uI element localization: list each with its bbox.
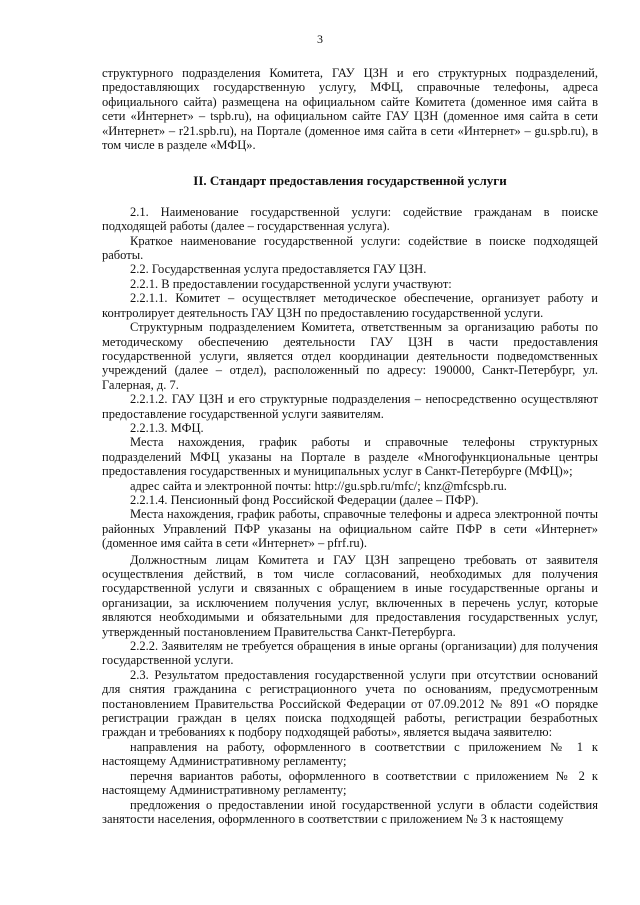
paragraph-2-2-1-1: 2.2.1.1. Комитет – осуществляет методическое обеспечение, организует работу и контролирует деятельность ГАУ ЦЗН по предоставлению государственной услуги. [102,291,598,320]
paragraph-2-3: 2.3. Результатом предоставления государственной услуги при отсутствии оснований для снятия гражданина с регистрационного учета по основаниям, предусмотренным постановлением Правительства Российской Федерации от 07.09.2012 № 891 «О порядке регистрации граждан в целях поиска подходящей работы, регистрации безработных граждан и требованиях к подбору подходящей работы», является выдача заявителю: [102,667,598,740]
paragraph-2-2-1-2: 2.2.1.2. ГАУ ЦЗН и его структурные подразделения – непосредственно осуществляют предоставление государственной услуги заявителям. [102,392,598,421]
paragraph-structural-unit: Структурным подразделением Комитета, ответственным за организацию работы по методическому обеспечению деятельности ГАУ ЦЗН в части предоставления государственной услуги, является отдел координации деятельности подведомственных учреждений (далее – отдел), расположенный по адресу: 190000, Санкт-Петербург, ул. Галерная, д. 7. [102,320,598,392]
intro-paragraph: структурного подразделения Комитета, ГАУ ЦЗН и его структурных подразделений, предоставляющих государственную услугу, МФЦ, справочные телефоны, адреса официального сайта) размещена на официальном сайте Комитета (доменное имя сайта в сети «Интернет» – tspb.ru), на официальном сайте ГАУ ЦЗН (доменное имя сайта в сети «Интернет» – r21.spb.ru), на Портале (доменное имя сайта в сети «Интернет» – gu.spb.ru), в том числе в разделе «МФЦ». [102,66,598,153]
paragraph-result-offer: предложения о предоставлении иной государственной услуги в области содействия занятости населения, оформленного в соответствии с приложением № 3 к настоящему [102,797,598,826]
paragraph-2-2-1-4: 2.2.1.4. Пенсионный фонд Российской Федерации (далее – ПФР). [130,492,479,507]
paragraph-2-2-1-3: 2.2.1.3. МФЦ. [130,420,204,435]
paragraph-officials-prohibition: Должностным лицам Комитета и ГАУ ЦЗН запрещено требовать от заявителя осуществления действий, в том числе согласований, необходимых для получения государственной услуги и связанных с обращением в иные государственные органы и организации, за исключением получения услуг, включенных в перечень услуг, которые являются необходимыми и обязательными для предоставления государственных услуг, утвержденный постановлением Правительства Санкт-Петербурга. [102,552,598,639]
paragraph-2-2: 2.2. Государственная услуга предоставляется ГАУ ЦЗН. [130,262,427,277]
paragraph-2-2-1: 2.2.1. В предоставлении государственной услуги участвуют: [130,276,452,291]
section-heading: II. Стандарт предоставления государственной услуги [193,173,507,189]
paragraph-pfr-locations: Места нахождения, график работы, справочные телефоны и адреса электронной почты районных Управлений ПФР указаны на официальном сайте ПФР в сети «Интернет» (доменное имя сайта в сети «Интернет» – pfrf.ru). [102,507,598,551]
paragraph-short-name: Краткое наименование государственной услуги: содействие в поиске подходящей работы. [102,233,598,263]
paragraph-result-direction: направления на работу, оформленного в соответствии с приложением № 1 к настоящему Административному регламенту; [102,739,598,769]
paragraph-mfc-contacts: адрес сайта и электронной почты: http://gu.spb.ru/mfc/; knz@mfcspb.ru. [130,478,507,493]
document-body [102,66,598,826]
paragraph-2-1: 2.1. Наименование государственной услуги: содействие гражданам в поиске подходящей работы (далее – государственная услуга). [102,204,598,234]
paragraph-mfc-locations: Места нахождения, график работы и справочные телефоны структурных подразделений МФЦ указаны на Портале в разделе «Многофункциональные центры предоставления государственных и муниципальных услуг в Санкт-Петербурге (МФЦ)»; [102,435,598,479]
page-number: 3 [317,32,323,46]
paragraph-2-2-2: 2.2.2. Заявителям не требуется обращения в иные органы (организации) для получения государственной услуги. [102,639,598,668]
paragraph-result-list: перечня вариантов работы, оформленного в соответствии с приложением № 2 к настоящему Административному регламенту; [102,768,598,798]
